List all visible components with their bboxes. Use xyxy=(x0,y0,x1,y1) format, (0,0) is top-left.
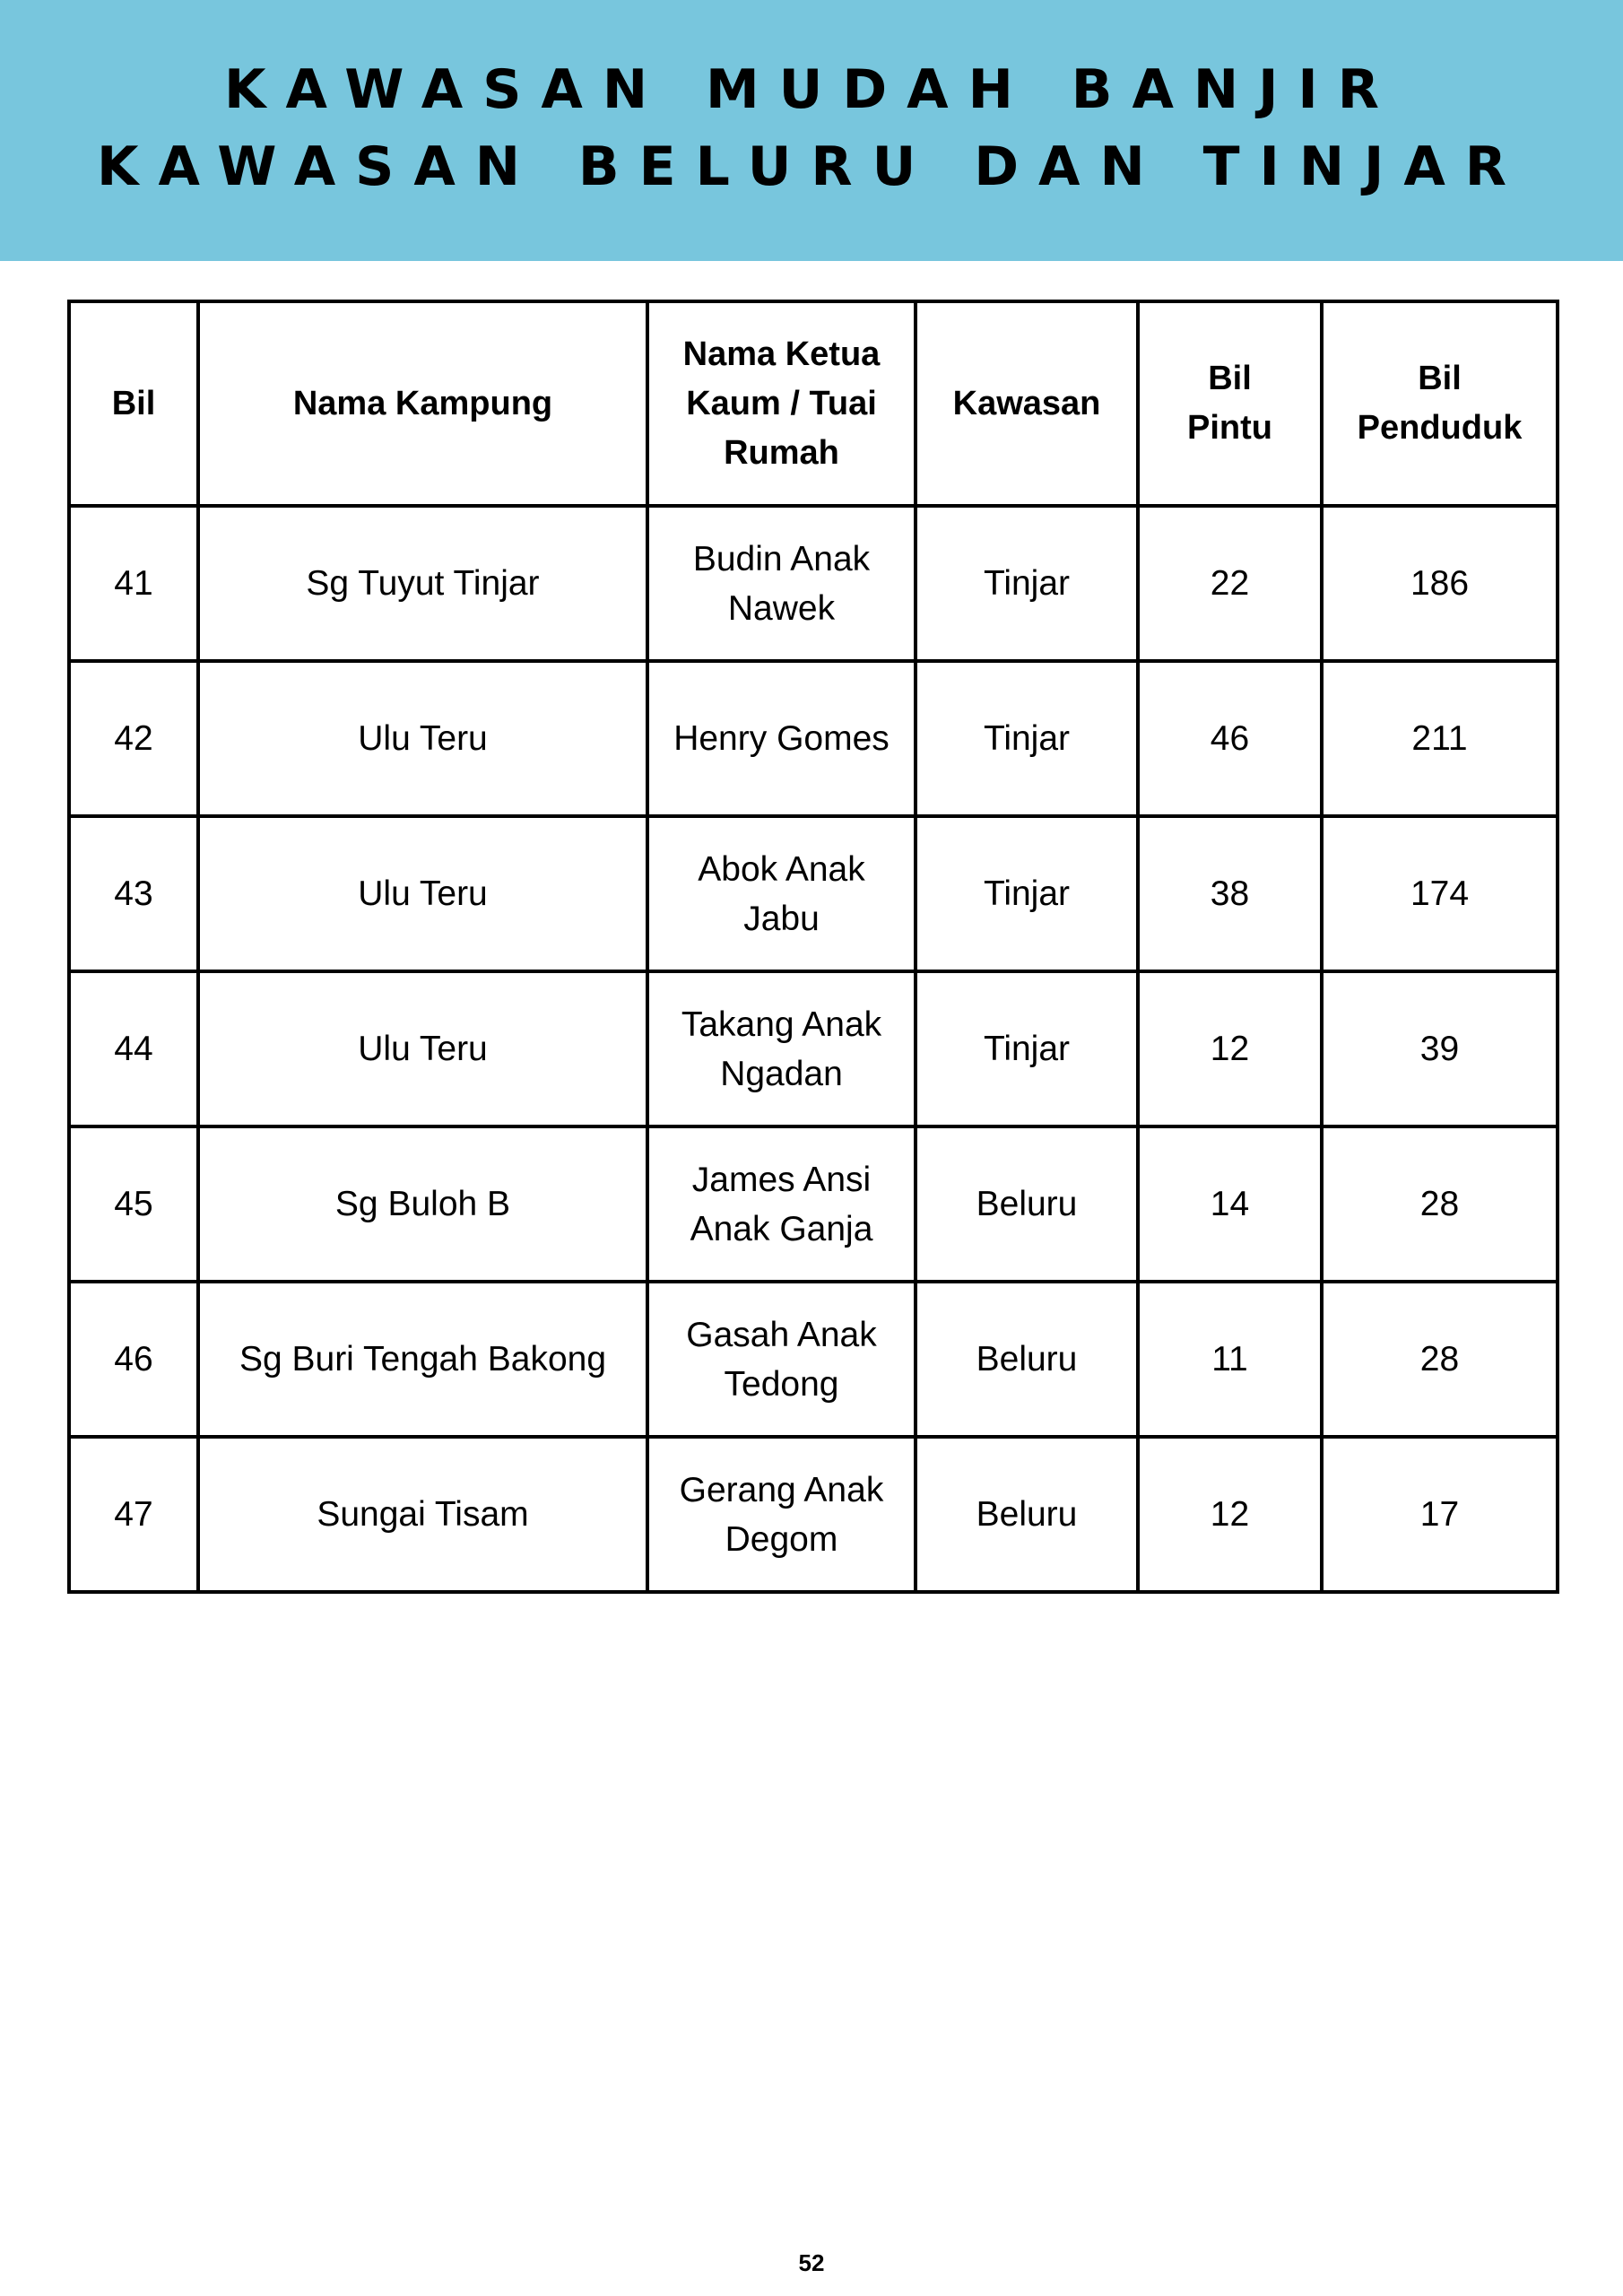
cell-nama-ketua: James Ansi Anak Ganja xyxy=(647,1126,916,1282)
cell-bil-pintu: 38 xyxy=(1138,816,1322,971)
table-row xyxy=(69,1282,1558,1437)
cell-bil-penduduk: 211 xyxy=(1322,661,1558,816)
cell-nama-kampung: Ulu Teru xyxy=(198,971,647,1126)
table-row xyxy=(69,506,1558,661)
cell-nama-ketua: Henry Gomes xyxy=(647,661,916,816)
cell-bil: 41 xyxy=(69,506,198,661)
cell-nama-kampung: Sg Buri Tengah Bakong xyxy=(198,1282,647,1437)
cell-bil-pintu: 12 xyxy=(1138,1437,1322,1592)
table-row xyxy=(69,816,1558,971)
cell-bil: 44 xyxy=(69,971,198,1126)
cell-kawasan: Tinjar xyxy=(916,661,1138,816)
cell-nama-ketua: Budin Anak Nawek xyxy=(647,506,916,661)
cell-bil: 43 xyxy=(69,816,198,971)
flood-area-table xyxy=(67,300,1559,1594)
page-title-line-2: KAWASAN BELURU DAN TINJAR xyxy=(96,135,1527,198)
cell-nama-ketua: Abok Anak Jabu xyxy=(647,816,916,971)
cell-bil-penduduk: 28 xyxy=(1322,1282,1558,1437)
cell-nama-ketua: Gerang Anak Degom xyxy=(647,1437,916,1592)
cell-nama-ketua: Takang Anak Ngadan xyxy=(647,971,916,1126)
table-row xyxy=(69,1126,1558,1282)
header-bil-pintu: Bil Pintu xyxy=(1138,301,1322,506)
cell-bil: 47 xyxy=(69,1437,198,1592)
cell-kawasan: Tinjar xyxy=(916,816,1138,971)
cell-nama-kampung: Ulu Teru xyxy=(198,661,647,816)
page-title-line-1: KAWASAN MUDAH BANJIR xyxy=(224,58,1399,121)
cell-bil: 45 xyxy=(69,1126,198,1282)
cell-bil-pintu: 14 xyxy=(1138,1126,1322,1282)
cell-bil-penduduk: 186 xyxy=(1322,506,1558,661)
cell-bil: 42 xyxy=(69,661,198,816)
cell-bil-penduduk: 39 xyxy=(1322,971,1558,1126)
header-nama-ketua: Nama Ketua Kaum / Tuai Rumah xyxy=(647,301,916,506)
header-nama-kampung: Nama Kampung xyxy=(198,301,647,506)
cell-bil-penduduk: 28 xyxy=(1322,1126,1558,1282)
cell-kawasan: Beluru xyxy=(916,1126,1138,1282)
cell-bil-pintu: 12 xyxy=(1138,971,1322,1126)
cell-nama-kampung: Ulu Teru xyxy=(198,816,647,971)
cell-bil-pintu: 22 xyxy=(1138,506,1322,661)
page-number: 52 xyxy=(798,2249,825,2276)
cell-bil-penduduk: 17 xyxy=(1322,1437,1558,1592)
cell-nama-kampung: Sungai Tisam xyxy=(198,1437,647,1592)
cell-kawasan: Beluru xyxy=(916,1437,1138,1592)
header-kawasan: Kawasan xyxy=(916,301,1138,506)
table-header-row xyxy=(69,301,1558,506)
cell-bil: 46 xyxy=(69,1282,198,1437)
cell-bil-pintu: 11 xyxy=(1138,1282,1322,1437)
table-row xyxy=(69,1437,1558,1592)
cell-kawasan: Tinjar xyxy=(916,971,1138,1126)
cell-nama-kampung: Sg Tuyut Tinjar xyxy=(198,506,647,661)
cell-bil-penduduk: 174 xyxy=(1322,816,1558,971)
header-bil-penduduk: Bil Penduduk xyxy=(1322,301,1558,506)
cell-kawasan: Beluru xyxy=(916,1282,1138,1437)
cell-nama-ketua: Gasah Anak Tedong xyxy=(647,1282,916,1437)
cell-kawasan: Tinjar xyxy=(916,506,1138,661)
cell-bil-pintu: 46 xyxy=(1138,661,1322,816)
table-row xyxy=(69,971,1558,1126)
cell-nama-kampung: Sg Buloh B xyxy=(198,1126,647,1282)
table-row xyxy=(69,661,1558,816)
title-banner xyxy=(0,0,1623,261)
header-bil: Bil xyxy=(69,301,198,506)
